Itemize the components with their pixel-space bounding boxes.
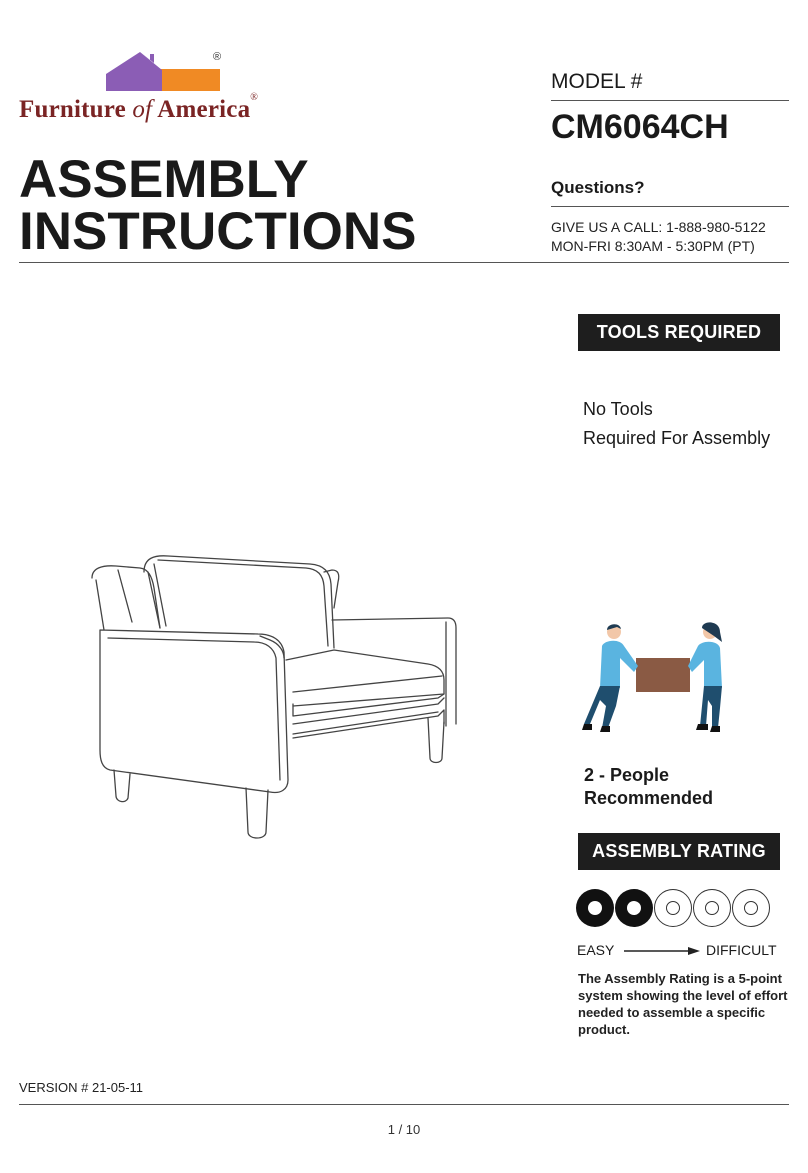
people-line-2: Recommended [584,788,714,808]
header-divider [19,262,789,263]
rating-circle-empty-icon [732,889,770,927]
page-title [19,150,417,261]
logo-bar [158,69,220,91]
model-divider [551,100,789,101]
rating-circle-center [666,901,680,915]
rating-circle-empty-icon [654,889,692,927]
rating-circle-empty-icon [693,889,731,927]
arrow-right-icon [624,946,700,956]
logo-registered-mark: ® [213,51,222,63]
people-line-1: 2 - People [584,765,670,785]
assembly-rating-badge: ASSEMBLY RATING [578,833,780,870]
rating-circle-center [705,901,719,915]
title-line-1: ASSEMBLY [19,150,309,209]
people-recommendation [584,764,713,810]
model-number: CM6064CH [551,108,729,146]
rating-circle-center [627,901,641,915]
business-hours: MON-FRI 8:30AM - 5:30PM (PT) [551,238,755,254]
armchair-illustration [88,548,463,840]
tools-required-badge: TOOLS REQUIRED [578,314,780,351]
questions-divider [551,206,789,207]
tools-note-line-1: No Tools [583,399,653,419]
phone-number: GIVE US A CALL: 1-888-980-5122 [551,219,766,235]
model-label: MODEL # [551,70,643,93]
easy-label: EASY [577,942,615,958]
rating-circle-filled-icon [576,889,614,927]
brand-logo-icon [104,48,224,96]
title-line-2: INSTRUCTIONS [19,202,417,261]
rating-description: The Assembly Rating is a 5-point system showing the level of effort needed to assemble a specific product. [578,971,788,1037]
rating-circle-center [744,901,758,915]
questions-heading: Questions? [551,178,645,197]
tools-note [583,395,770,453]
brand-name: Furniture of America® [19,92,259,123]
page-number: 1 / 10 [387,1122,421,1137]
rating-circle-filled-icon [615,889,653,927]
two-people-icon [580,620,760,736]
difficult-label: DIFFICULT [706,942,777,958]
version-number: VERSION # 21-05-11 [19,1080,144,1095]
tools-note-line-2: Required For Assembly [583,428,771,448]
rating-scale [576,889,781,929]
rating-circle-center [588,901,602,915]
footer-divider [19,1104,789,1105]
